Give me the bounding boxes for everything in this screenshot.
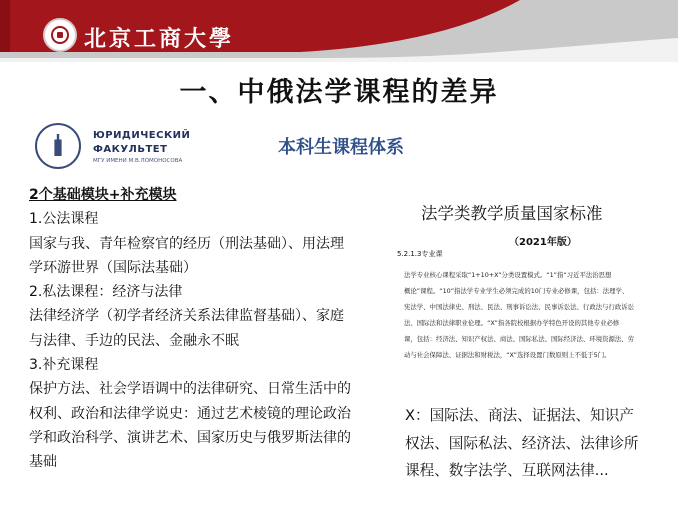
document-line: 动与社会保障法、证据法和财税法，“X”选择设置门数原则上不低于5门。 [404,351,611,359]
course-list [29,183,379,475]
course-line: 3.补充课程 [29,357,99,374]
slide-title: 一、中俄法学课程的差异 [179,77,499,108]
course-line: 与法律、手边的民法、金融永不眠 [29,332,239,349]
document-line: 课，包括：经济法、知识产权法、商法、国际私法、国际经济法、环境资源法、劳 [404,335,635,343]
course-line: 国家与我、青年检察官的经历（刑法基础）、用法理 [29,235,344,252]
modules-heading: 2个基础模块+补充模块 [29,187,177,203]
document-line: 概论”课程。“10”指法学专业学生必须完成的10门专业必修课，包括：法理学、 [404,287,629,295]
document-paragraph [404,267,654,363]
course-line: 1.公法课程 [29,211,99,228]
header-banner [0,0,678,62]
msu-law-faculty-logo [35,123,195,171]
university-name: 北京工商大學 [84,26,235,52]
course-line: 2.私法课程：经济与法律 [29,284,183,301]
msu-emblem-icon [35,123,81,169]
msu-logo-line2: ФАКУЛЬТЕТ [93,144,168,155]
course-line: 保护方法、社会学语调中的法律研究、日常生活中的 [29,381,351,398]
document-line: 宪法学、中国法律史、刑法、民法、刑事诉讼法、民事诉讼法、行政法与行政诉讼 [404,303,635,311]
msu-logo-line3: МГУ ИМЕНИ М.В.ЛОМОНОСОВА [93,158,183,164]
course-line: 权利、政治和法律学说史：通过艺术棱镜的理论政治 [29,405,351,422]
logo-center [57,32,63,38]
standard-document-excerpt [396,195,651,385]
x-line: 权法、国际私法、经济法、法律诊所 [405,434,639,452]
x-line: X：国际法、商法、证据法、知识产 [405,407,634,424]
document-title: 法学类教学质量国家标准 [421,204,603,223]
university-logo [43,18,77,52]
course-line: 学环游世界（国际法基础） [29,259,197,276]
msu-building-icon [52,134,64,156]
document-section: 5.2.1.3专业课 [397,250,443,258]
course-line: 法律经济学（初学者经济关系法律监督基础）、家庭 [29,308,344,325]
section-subtitle: 本科生课程体系 [278,137,404,158]
x-line: 课程、数字法学、互联网法律... [405,462,609,479]
document-line: 法、国际法和法律职业伦理。“X”指各院校根据办学特色开设的其他专业必修 [404,319,620,327]
document-line: 法学专业核心课程采取“1+10+X”分类设置模式。“1”指“习近平法治思想 [404,271,612,279]
msu-logo-line1: ЮРИДИЧЕСКИЙ [93,130,191,141]
course-line: 基础 [29,454,57,471]
course-line: 学和政治科学、演讲艺术、国家历史与俄罗斯法律的 [29,429,351,446]
x-course-list [405,402,677,485]
document-year: （2021年版） [509,237,577,248]
